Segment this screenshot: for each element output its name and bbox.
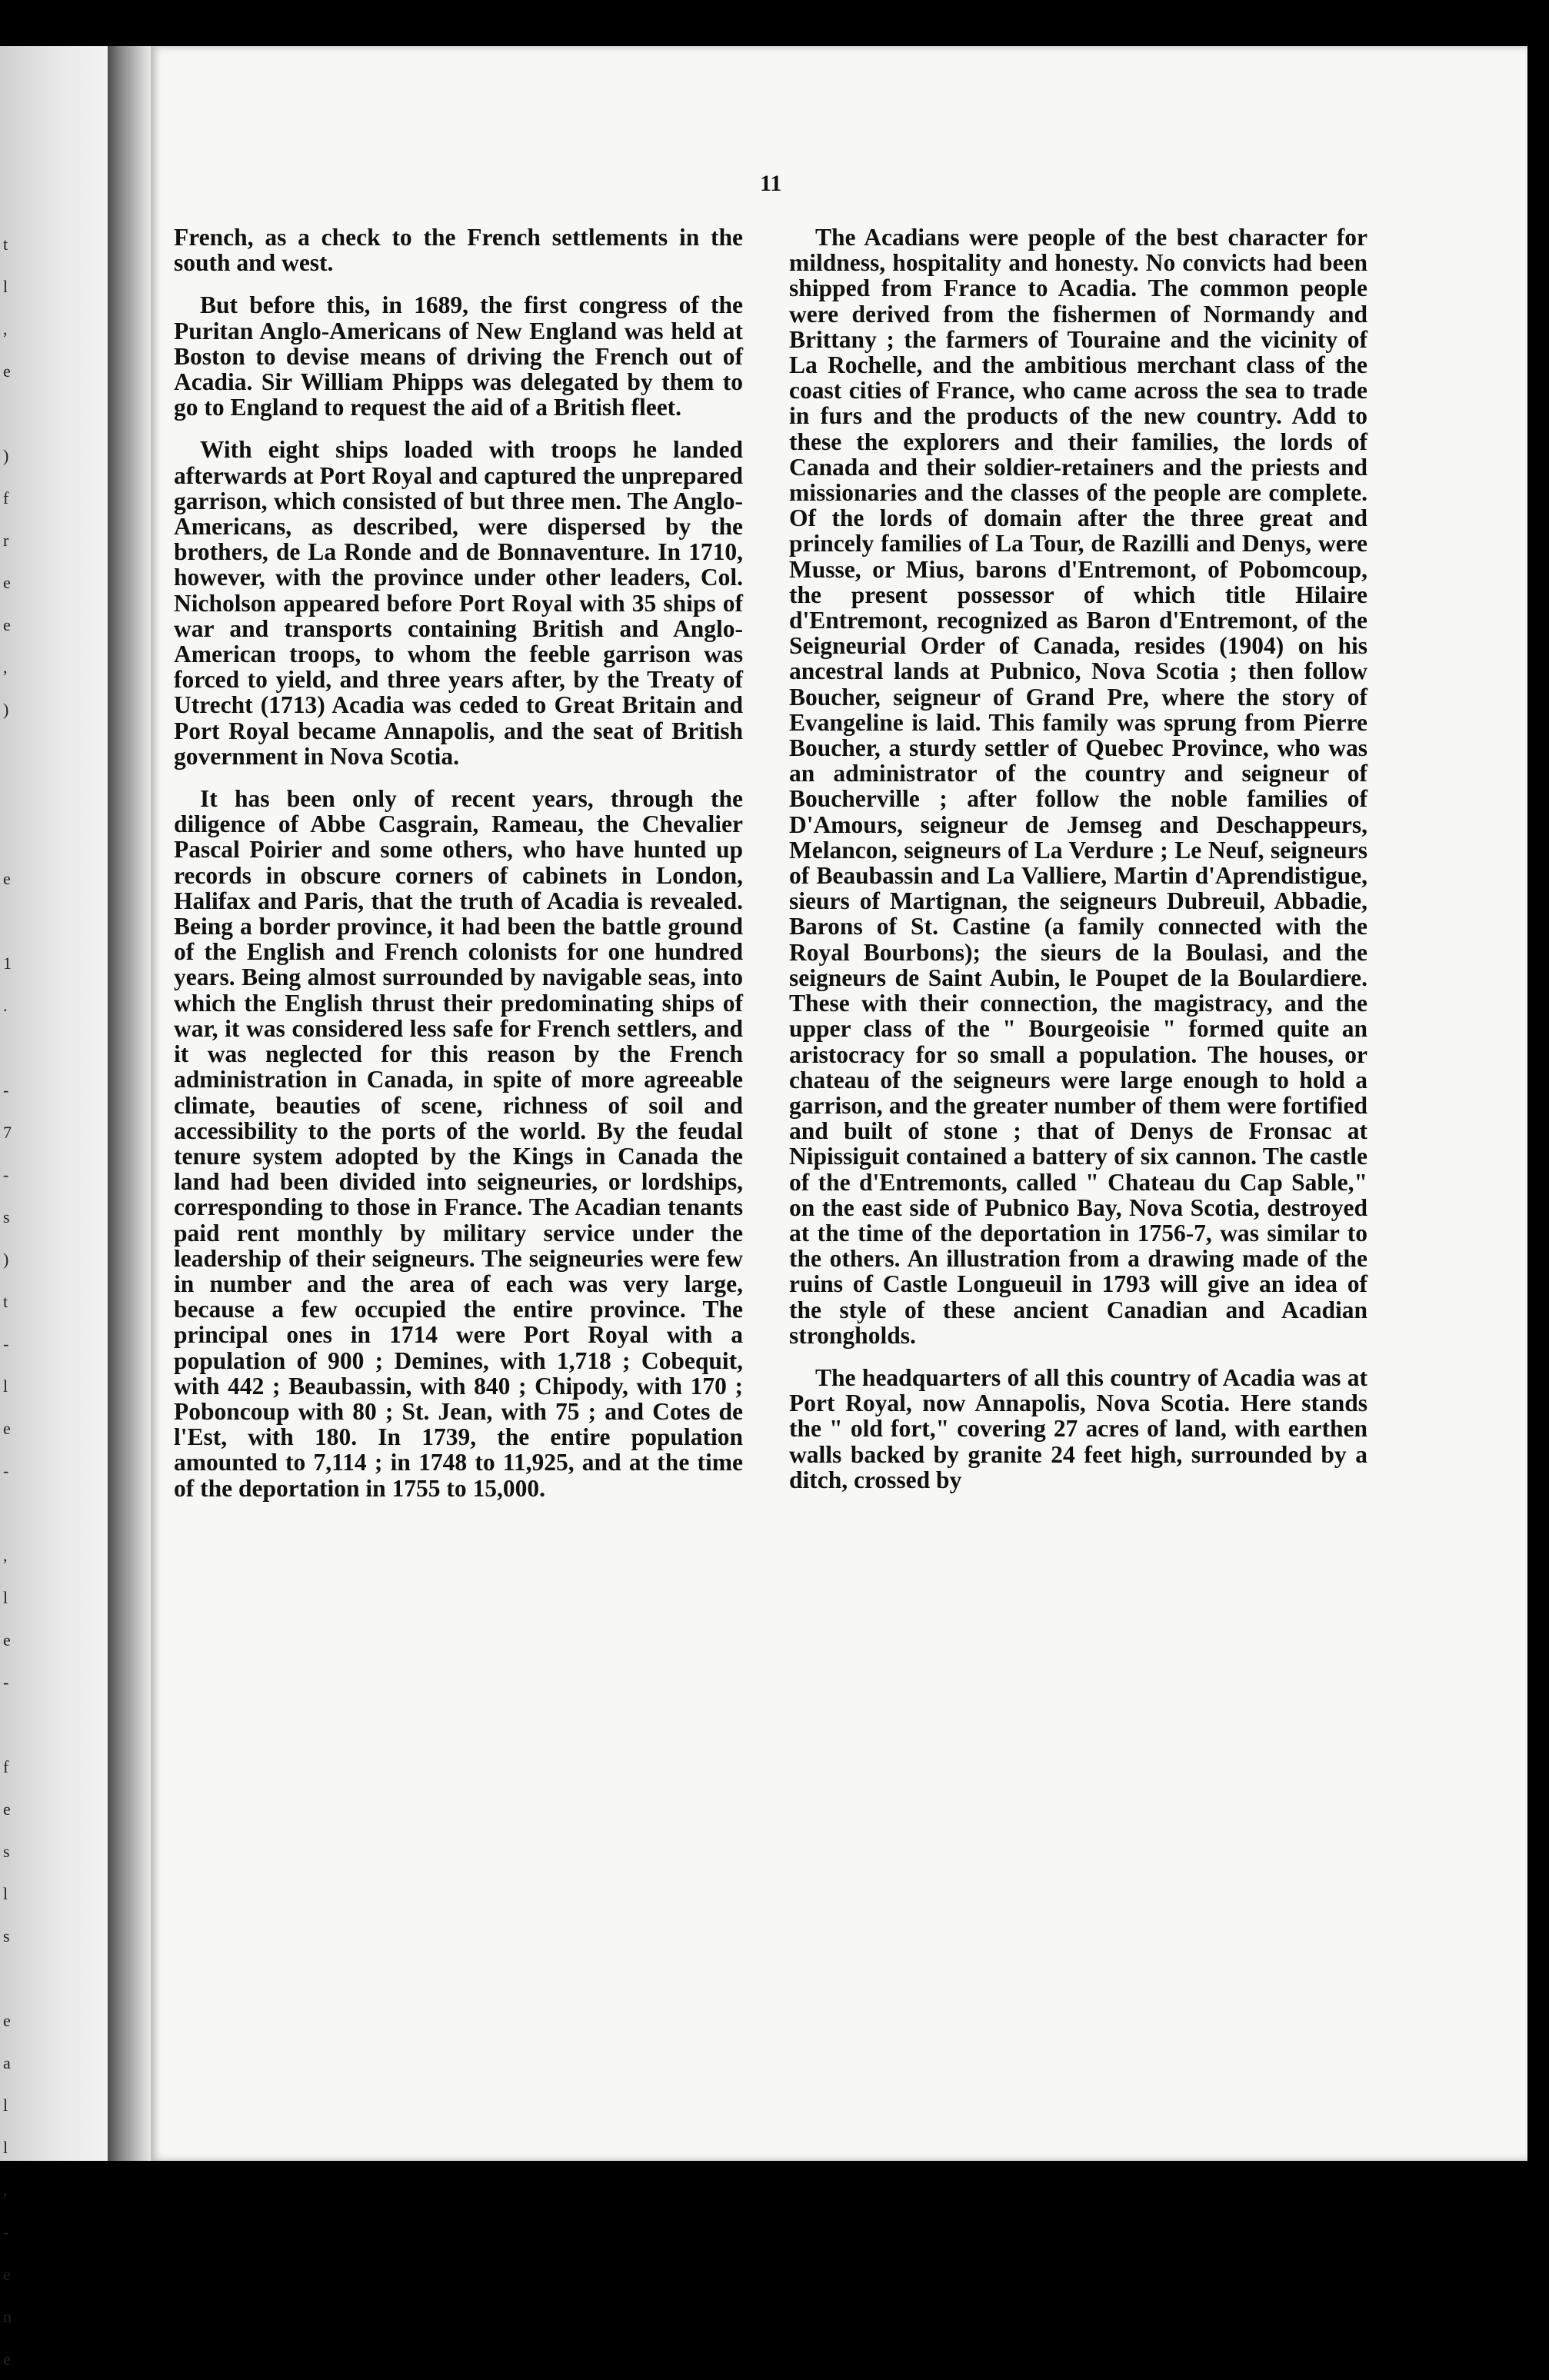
paragraph: French, as a check to the French settlements in the south and west. (174, 224, 743, 277)
previous-page-edge (0, 46, 108, 2368)
left-text-column (174, 225, 743, 1518)
paragraph: It has been only of recent years, through the diligence of Abbe Casgrain, Rameau, the Chevalier Pascal Poirier and some others, who have hunted up records in obscure corners of cabinets in London, Halifax and Paris, that the truth of Acadia is revealed. Being a border province, it had been the battle ground of the English and French colonists for one hundred years. Being almost surrounded by navigable seas, into which the English thrust their predominating ships of war, it was considered less safe for French settlers, and it was neglected for this reason by the French administration in Canada, in spite of more agreeable climate, beauties of scene, richness of soil and accessibility to the ports of the world. By the feudal tenure system adopted by the Kings in Canada the land had been divided into seigneuries, or lordships, corresponding to those in France. The Acadian tenants paid rent monthly by military service under the leadership of their seigneurs. The seigneuries were few in number and the area of each was very large, because a few occupied the entire province. The principal ones in 1714 were Port Royal with a population of 900 ; Demines, with 1,718 ; Cobequit, with 442 ; Beaubassin, with 840 ; Chipody, with 170 ; Poboncoup with 80 ; St. Jean, with 75 ; and Cotes de l'Est, with 180. In 1739, the entire population amounted to 7,114 ; in 1748 to 11,925, and at the time of the deportation in 1755 to 15,000. (174, 785, 743, 1502)
previous-page-margin-text: t l , e ) f r e e , ) e 1 . - 7 - s ) t - l e - , l e - f e s l s e a l l , - e n e (3, 235, 12, 2368)
book-binding-shadow (108, 46, 154, 2161)
paragraph: With eight ships loaded with troops he landed afterwards at Port Royal and captured the unprepared garrison, which consisted of but three men. The Anglo-Americans, as described, were dispersed by the brothers, de La Ronde and de Bonnaventure. In 1710, however, with the province under other leaders, Col. Nicholson appeared before Port Royal with 35 ships of war and transports containing British and Anglo-American troops, to whom the feeble garrison was forced to yield, and three years after, by the Treaty of Utrecht (1713) Acadia was ceded to Great Britain and Port Royal became Annapolis, and the seat of British government in Nova Scotia. (174, 436, 743, 770)
paragraph: But before this, in 1689, the first congress of the Puritan Anglo-Americans of New England was held at Boston to devise means of driving the French out of Acadia. Sir William Phipps was delegated by them to go to England to request the aid of a British fleet. (174, 291, 743, 421)
document-page (151, 46, 1527, 2161)
right-text-column (789, 225, 1367, 1510)
page-number: 11 (760, 171, 782, 196)
paragraph: The headquarters of all this country of Acadia was at Port Royal, now Annapolis, Nova Scotia. Here stands the " old fort," covering 27 acres of land, with earthen walls backed by granite 24 feet high, surrounded by a ditch, crossed by (789, 1363, 1367, 1493)
paragraph: The Acadians were people of the best character for mildness, hospitality and honesty. No convicts had been shipped from France to Acadia. The common people were derived from the fishermen of Normandy and Brittany ; the farmers of Touraine and the vicinity of La Rochelle, and the ambitious merchant class of the coast cities of France, who came across the sea to trade in furs and the products of the new country. Add to these the explorers and their families, the lords of Canada and their soldier-retainers and the priests and missionaries and the classes of the people are complete. Of the lords of domain after the three great and princely families of La Tour, de Razilli and Denys, were Musse, or Mius, barons d'Entremont, of Pobomcoup, the present possessor of which title Hilaire d'Entremont, recognized as Baron d'Entremont, of the Seigneurial Order of Canada, resides (1904) on his ancestral lands at Pubnico, Nova Scotia ; then follow Boucher, seigneur of Grand Pre, where the story of Evangeline is laid. This family was sprung from Pierre Boucher, a sturdy settler of Quebec Province, who was an administrator of the country and seigneur of Boucherville ; after follow the noble families of D'Amours, seigneur de Jemseg and Deschappeurs, Melancon, seigneurs of La Verdure ; Le Neuf, seigneurs of Beaubassin and La Valliere, Martin d'Aprendistigue, sieurs of Martignan, the seigneurs Dubreuil, Abbadie, Barons of St. Castine (a family connected with the Royal Bourbons); the sieurs de la Boulasi, and the seigneurs de Saint Aubin, le Poupet de la Boulardiere. These with their connection, the magistracy, and the upper class of the " Bourgeoisie " formed quite an aristocracy for so small a population. The houses, or chateau of the seigneurs were large enough to hold a garrison, and the greater number of them were fortified and built of stone ; that of Denys de Fronsac at Nipissiguit contained a battery of six cannon. The castle of the d'Entremonts, called " Chateau du Cap Sable," on the east side of Pubnico Bay, Nova Scotia, destroyed at the time of the deportation in 1756-7, was similar to the others. An illustration from a drawing made of the ruins of Castle Longueuil in 1793 will give an idea of the style of these ancient Canadian and Acadian strongholds. (789, 224, 1367, 1349)
